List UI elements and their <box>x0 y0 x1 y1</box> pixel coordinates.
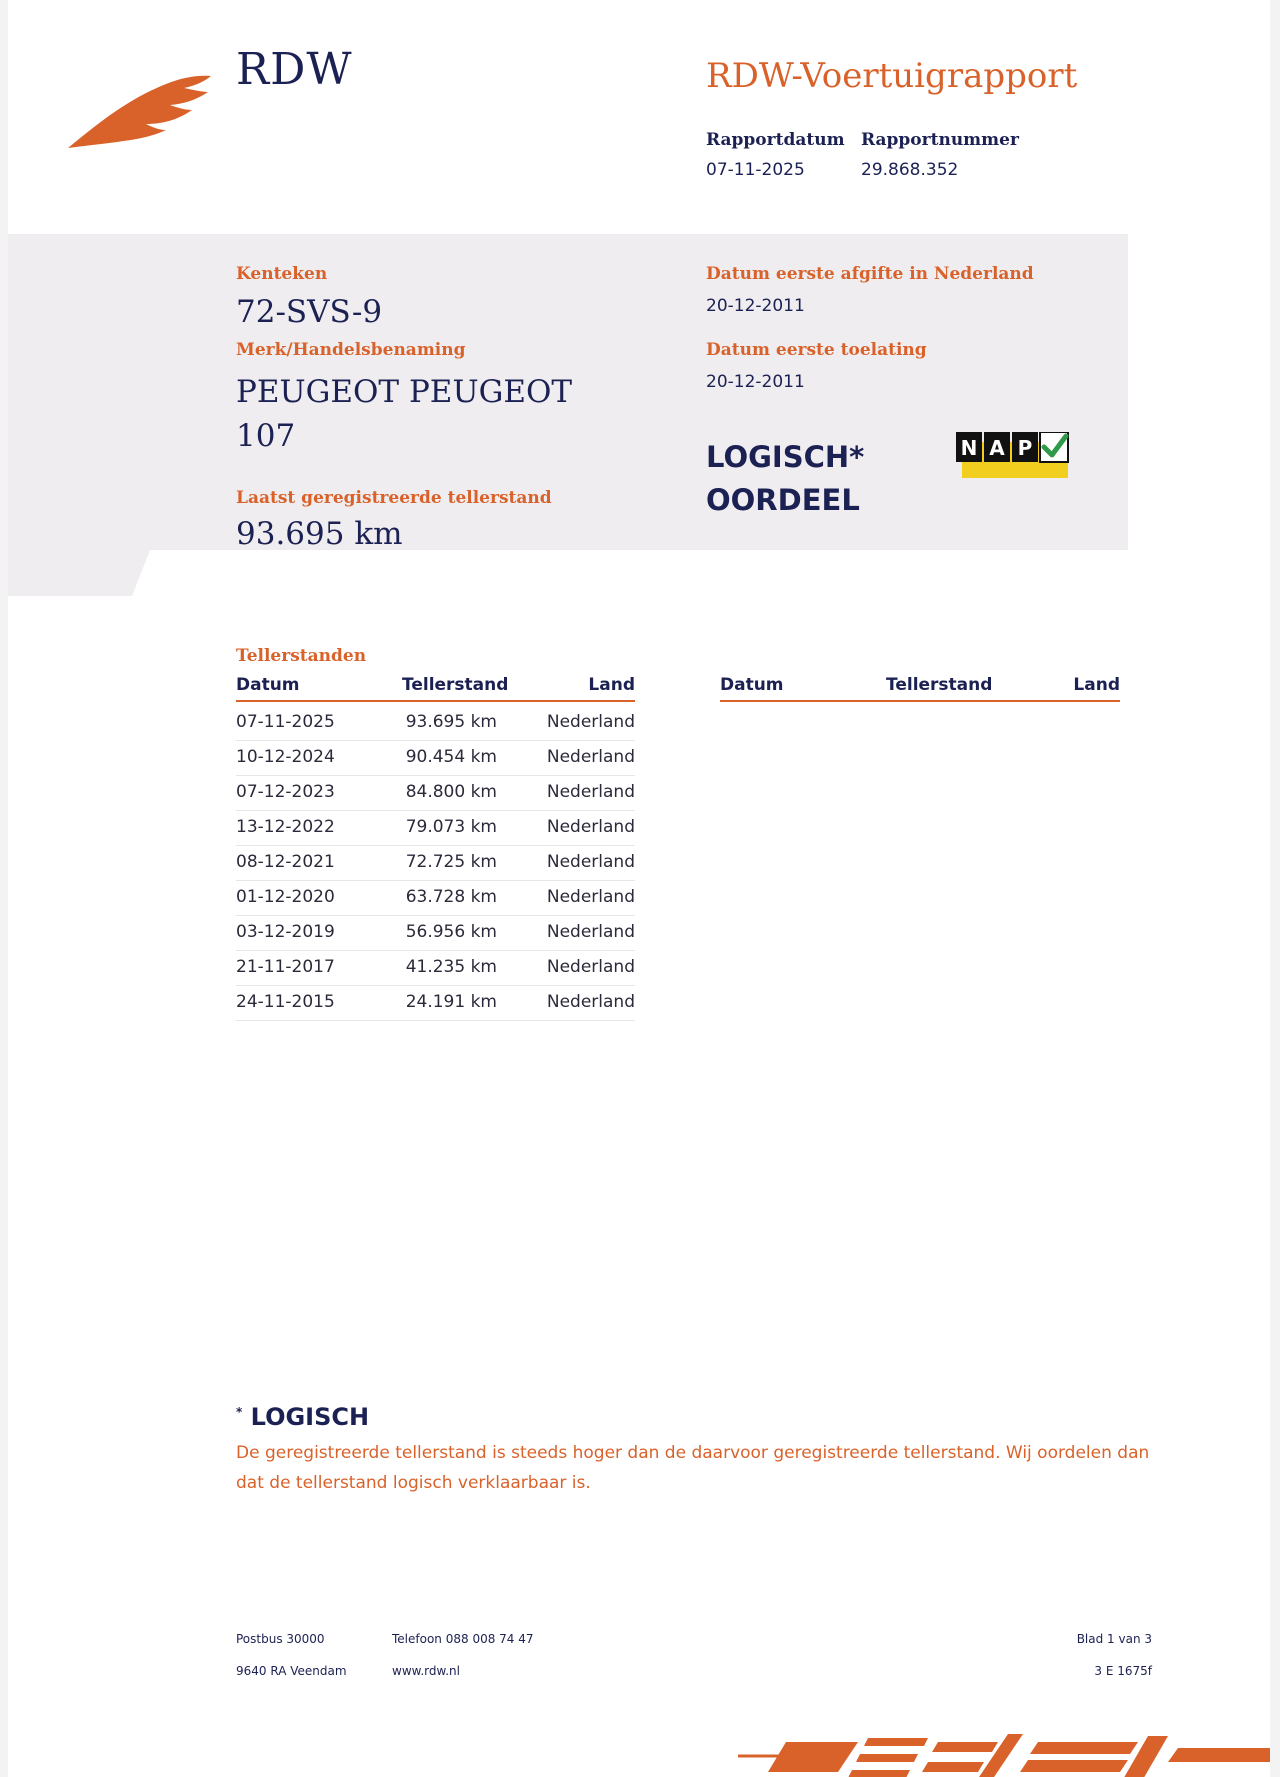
col-date-header: Datum <box>236 675 300 695</box>
odometer-value: 93.695 km <box>236 516 403 552</box>
table-row <box>236 706 635 741</box>
row-date: 07-12-2023 <box>236 782 335 802</box>
odometer-label: Laatst geregistreerde tellerstand <box>236 488 552 508</box>
make-line-1: PEUGEOT PEUGEOT <box>236 374 573 410</box>
first-issue-nl-value: 20-12-2011 <box>706 296 805 316</box>
nap-letter-n: N <box>960 436 978 460</box>
table-row <box>236 776 635 811</box>
row-reading: 79.073 km <box>405 817 497 837</box>
plate-value: 72-SVS-9 <box>236 294 383 330</box>
table-row <box>236 741 635 776</box>
brand-wordmark: RDW <box>236 44 353 95</box>
row-reading: 63.728 km <box>405 887 497 907</box>
row-date: 08-12-2021 <box>236 852 335 872</box>
col-country-header: Land <box>1073 675 1120 695</box>
verdict-line-2: OORDEEL <box>706 483 860 517</box>
rdw-feather-logo <box>66 70 216 150</box>
footer-website-link[interactable]: www.rdw.nl <box>392 1664 460 1678</box>
readings-table-body <box>236 706 635 1021</box>
col-reading-header: Tellerstand <box>402 675 509 695</box>
row-country: Nederland <box>546 782 635 802</box>
table-row <box>236 986 635 1021</box>
row-country: Nederland <box>546 747 635 767</box>
table-row <box>236 811 635 846</box>
table-row <box>236 951 635 986</box>
verdict-line-1: LOGISCH* <box>706 440 865 474</box>
make-line-2: 107 <box>236 418 296 454</box>
first-issue-nl-label: Datum eerste afgifte in Nederland <box>706 264 1034 284</box>
table-row <box>236 846 635 881</box>
row-country: Nederland <box>546 887 635 907</box>
row-country: Nederland <box>546 957 635 977</box>
row-reading: 41.235 km <box>405 957 497 977</box>
row-country: Nederland <box>546 852 635 872</box>
readings-table-header-right <box>720 675 1120 702</box>
report-number-label: Rapportnummer <box>861 130 1019 150</box>
note-heading <box>236 1403 369 1431</box>
make-label: Merk/Handelsbenaming <box>236 340 466 360</box>
row-reading: 90.454 km <box>405 747 497 767</box>
row-reading: 24.191 km <box>405 992 497 1012</box>
footer-phone: Telefoon 088 008 74 47 <box>392 1632 534 1646</box>
footer-document-code: 3 E 1675f <box>1094 1664 1152 1678</box>
readings-title: Tellerstanden <box>236 646 367 666</box>
note-text: De geregistreerde tellerstand is steeds hoger dan de daarvoor geregistreerde tellerstand. Wij oordelen dan dat de tellerstand logisch verklaarbaar is. <box>236 1443 1150 1493</box>
nap-badge-icon <box>956 432 1074 478</box>
verdict <box>706 436 864 522</box>
col-date-header: Datum <box>720 675 784 695</box>
nap-letter-p: P <box>1017 436 1033 460</box>
vehicle-info-panel <box>8 234 1128 596</box>
col-country-header: Land <box>588 675 635 695</box>
first-admission-label: Datum eerste toelating <box>706 340 927 360</box>
readings-table-header-left <box>236 675 635 702</box>
row-reading: 72.725 km <box>405 852 497 872</box>
row-date: 10-12-2024 <box>236 747 335 767</box>
row-date: 03-12-2019 <box>236 922 335 942</box>
decorative-stripes <box>738 1728 1270 1777</box>
report-number: 29.868.352 <box>861 160 959 180</box>
table-row <box>236 916 635 951</box>
footer-city: 9640 RA Veendam <box>236 1664 347 1678</box>
note-marker: * <box>236 1405 243 1419</box>
footer-page-number: Blad 1 van 3 <box>1076 1632 1152 1646</box>
row-country: Nederland <box>546 922 635 942</box>
note-heading-text: LOGISCH <box>250 1403 370 1431</box>
table-row <box>236 881 635 916</box>
first-admission-value: 20-12-2011 <box>706 372 805 392</box>
row-country: Nederland <box>546 712 635 732</box>
row-reading: 84.800 km <box>405 782 497 802</box>
row-date: 07-11-2025 <box>236 712 335 732</box>
report-page <box>8 0 1270 1777</box>
report-date: 07-11-2025 <box>706 160 805 180</box>
footer-postbus: Postbus 30000 <box>236 1632 325 1646</box>
row-country: Nederland <box>546 992 635 1012</box>
row-reading: 56.956 km <box>405 922 497 942</box>
row-date: 21-11-2017 <box>236 957 335 977</box>
row-date: 24-11-2015 <box>236 992 335 1012</box>
report-date-label: Rapportdatum <box>706 130 845 150</box>
row-date: 01-12-2020 <box>236 887 335 907</box>
row-date: 13-12-2022 <box>236 817 335 837</box>
report-title: RDW-Voertuigrapport <box>706 56 1078 96</box>
row-country: Nederland <box>546 817 635 837</box>
plate-label: Kenteken <box>236 264 328 284</box>
nap-letter-a: A <box>989 436 1005 460</box>
col-reading-header: Tellerstand <box>886 675 993 695</box>
row-reading: 93.695 km <box>405 712 497 732</box>
